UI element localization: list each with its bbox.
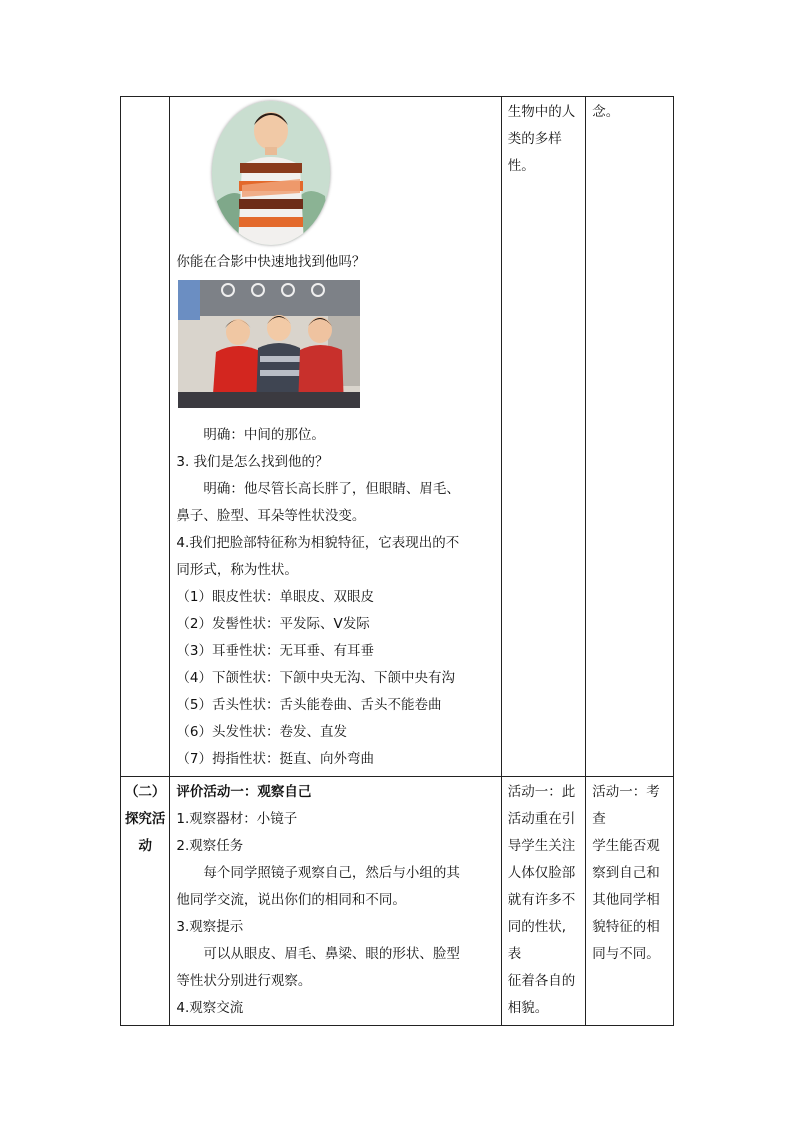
trait-item: （4）下颌性状：下颌中央无沟、下颌中央有沟 [176, 670, 455, 686]
child-portrait-photo [212, 101, 330, 245]
row1-content-cell [170, 97, 501, 777]
trait-item: （6）头发性状：卷发、直发 [176, 724, 347, 740]
child-portrait-illustration [212, 101, 330, 245]
trait-item: （7）拇指性状：挺直、向外弯曲 [176, 751, 374, 767]
trait-item: （2）发髻性状：平发际、V发际 [176, 616, 370, 632]
row2-eval-line: 貌特征的相 [592, 919, 660, 935]
trait-item: （1）眼皮性状：单眼皮、双眼皮 [176, 589, 374, 605]
row1-eval-line: 念。 [592, 104, 620, 120]
group-photo-illustration [178, 280, 360, 408]
table-row-2 [121, 777, 674, 1026]
activity-title: 评价活动一：观察自己 [176, 784, 312, 800]
trait-item: （5）舌头性状：舌头能卷曲、舌头不能卷曲 [176, 697, 442, 713]
table-row-1 [121, 97, 674, 777]
observe-hint-line-1: 可以从眼皮、眉毛、鼻梁、眼的形状、脸型 [203, 946, 460, 962]
row1-intent-line: 生物中的人 [507, 104, 576, 120]
question-4-line-2: 同形式，称为性状。 [176, 562, 298, 578]
section-label-line: 动 [138, 838, 152, 854]
row2-eval-cell [586, 777, 674, 1026]
row2-content-cell [170, 777, 501, 1026]
row2-intent-line: 就有许多不 [507, 892, 576, 908]
observe-task-heading: 2.观察任务 [176, 838, 244, 854]
row2-intent-line: 相貌。 [507, 1000, 549, 1016]
row2-eval-line: 学生能否观 [592, 838, 660, 854]
row2-intent-line: 活动一：此 [507, 784, 576, 800]
row2-eval-line: 活动一：考查 [592, 784, 660, 827]
question-3: 3. 我们是怎么找到他的？ [176, 454, 329, 470]
row2-eval-line: 同与不同。 [592, 946, 660, 962]
section-label-line: （二） [124, 784, 166, 800]
row2-intent-line: 活动重在引 [507, 811, 576, 827]
answer-middle-one: 明确：中间的那位。 [203, 427, 325, 443]
row1-intent-line: 类的多样性。 [507, 131, 562, 174]
group-photo [178, 280, 360, 408]
answer-3-line-1: 明确：他尽管长高长胖了，但眼睛、眉毛、 [203, 481, 460, 497]
question-4-line-1: 4.我们把脸部特征称为相貌特征，它表现出的不 [176, 535, 460, 551]
observe-hint-line-2: 等性状分别进行观察。 [176, 973, 312, 989]
answer-3-line-2: 鼻子、脸型、耳朵等性状没变。 [176, 508, 366, 524]
row1-eval-cell [586, 97, 674, 777]
row2-eval-line: 其他同学相 [592, 892, 660, 908]
row2-intent-line: 征着各自的 [507, 973, 576, 989]
lesson-plan-table [120, 96, 674, 1026]
section-label-line: 探究活 [124, 811, 166, 827]
row1-label-cell [121, 97, 170, 777]
observe-equipment: 1.观察器材：小镜子 [176, 811, 298, 827]
row2-intent-line: 同的性状,表 [507, 919, 567, 962]
row2-eval-line: 察到自己和 [592, 865, 660, 881]
child-portrait-wrap [176, 99, 494, 249]
trait-item: （3）耳垂性状：无耳垂、有耳垂 [176, 643, 374, 659]
observe-exchange-heading: 4.观察交流 [176, 1000, 244, 1016]
observe-task-line-1: 每个同学照镜子观察自己，然后与小组的其 [203, 865, 460, 881]
observe-hint-heading: 3.观察提示 [176, 919, 244, 935]
question-find-him: 你能在合影中快速地找到他吗？ [176, 254, 366, 270]
row2-intent-line: 人体仅脸部 [507, 865, 576, 881]
row2-intent-line: 导学生关注 [507, 838, 576, 854]
row1-intent-cell [501, 97, 585, 777]
observe-task-line-2: 他同学交流，说出你们的相同和不同。 [176, 892, 406, 908]
row2-label-cell [121, 777, 170, 1026]
row2-intent-cell [501, 777, 585, 1026]
